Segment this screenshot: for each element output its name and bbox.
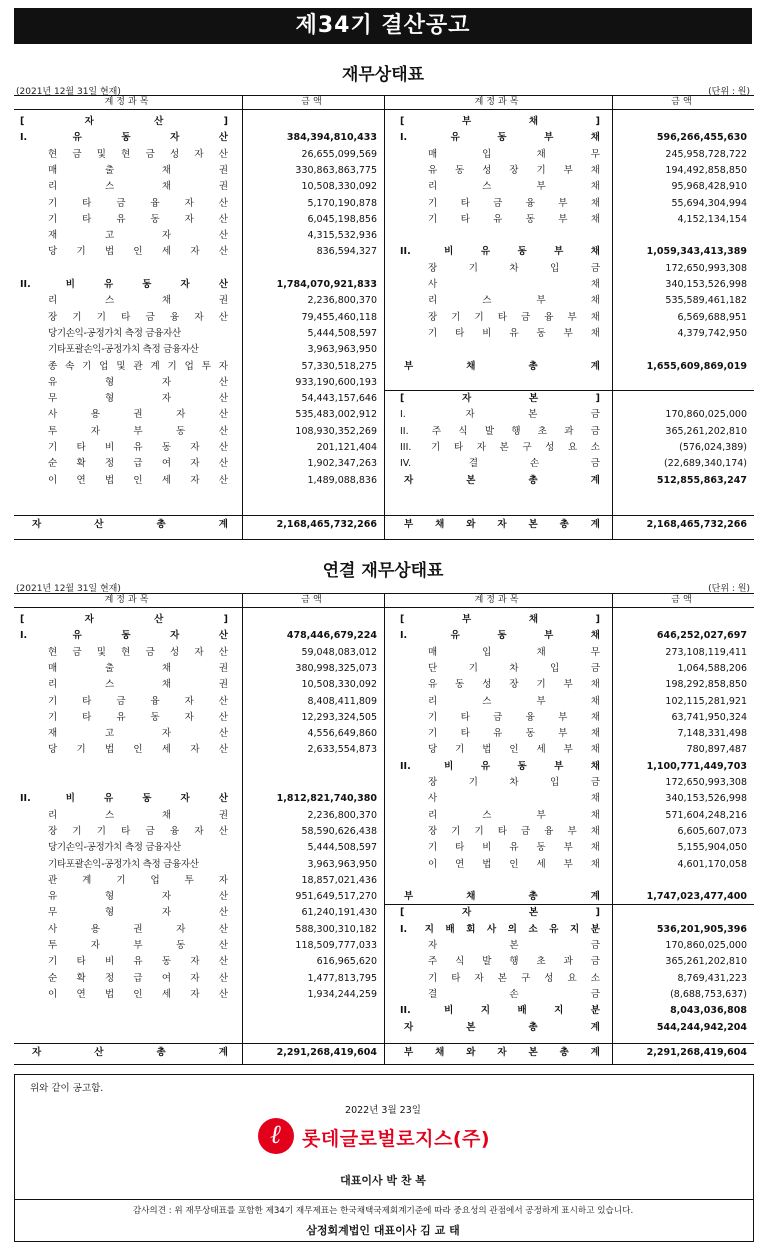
amount-value: 26,655,099,569 xyxy=(301,148,377,160)
account-label: 현 금 및 현 금 성 자 산 xyxy=(48,646,228,658)
table-row xyxy=(14,212,754,228)
table-row xyxy=(14,147,754,163)
table-row xyxy=(14,954,754,970)
amount-value: 330,863,863,775 xyxy=(295,164,377,176)
table-row xyxy=(14,645,754,661)
account-label: 기 타 자 본 구 성 요 소 xyxy=(428,972,600,984)
amount-value: 172,650,993,308 xyxy=(665,262,747,274)
consolidated-balance-sheet-unit: (단위 : 원) xyxy=(708,584,750,594)
amount-value: 58,590,626,438 xyxy=(301,825,377,837)
amount-value: 2,236,800,370 xyxy=(307,809,377,821)
amount-value: 1,100,771,449,703 xyxy=(646,760,747,772)
total-label: 부 채 와 자 본 총 계 xyxy=(404,1047,600,1058)
amount-value: 1,489,088,836 xyxy=(307,474,377,486)
account-label: 이 연 법 인 세 부 채 xyxy=(428,858,600,870)
amount-value: 4,556,649,860 xyxy=(307,728,377,740)
account-label: 리 스 부 채 xyxy=(428,181,600,193)
balance-sheet-table xyxy=(14,95,754,540)
table-row xyxy=(14,971,754,987)
account-label: 매 출 채 권 xyxy=(48,662,228,674)
account-label: 기 타 유 동 자 산 xyxy=(48,711,228,723)
amount-value: 10,508,330,092 xyxy=(301,181,377,193)
auditor-name: 삼정회계법인 대표이사 김 교 태 xyxy=(306,1224,460,1237)
amount-value: 172,650,993,308 xyxy=(665,777,747,788)
amount-value: (576,024,389) xyxy=(679,442,747,453)
account-label: 단 기 차 입 금 xyxy=(428,662,600,674)
amount-value: 55,694,304,994 xyxy=(671,197,747,209)
account-label: [ 자 본 ] xyxy=(400,907,600,919)
account-label: 종 속 기 업 및 관 계 기 업 투 자 xyxy=(48,360,228,372)
table-row xyxy=(14,196,754,212)
amount-value: 63,741,950,324 xyxy=(671,711,747,723)
table-row xyxy=(14,857,754,873)
account-label: 관 계 기 업 투 자 xyxy=(48,874,228,886)
table-row xyxy=(14,612,754,628)
amount-value: 4,315,532,936 xyxy=(307,230,377,242)
account-label: 기타포괄손익-공정가치 측정 금융자산 xyxy=(48,344,199,356)
account-label: 리 스 채 권 xyxy=(48,679,228,691)
amount-value: 340,153,526,998 xyxy=(665,793,747,805)
amount-value: 118,509,777,033 xyxy=(295,940,377,951)
account-label: 장 기 기 타 금 융 자 산 xyxy=(48,825,228,837)
account-label: 당 기 법 인 세 자 산 xyxy=(48,744,228,756)
amount-value: 6,045,198,856 xyxy=(307,213,377,225)
account-label: 기 타 금 융 부 채 xyxy=(428,197,600,209)
account-label: 기 타 유 동 부 채 xyxy=(428,213,600,225)
table-row xyxy=(14,391,754,407)
account-label: 장 기 기 타 금 융 자 산 xyxy=(48,311,228,323)
amount-value: 4,379,742,950 xyxy=(677,327,747,339)
account-label: 주 식 발 행 초 과 금 xyxy=(428,956,600,968)
account-label: 기타포괄손익-공정가치 측정 금융자산 xyxy=(48,858,199,870)
amount-value: 2,633,554,873 xyxy=(307,744,377,756)
account-label: 유 형 자 산 xyxy=(48,376,228,388)
amount-value: 1,902,347,263 xyxy=(307,458,377,470)
amount-value: 1,784,070,921,833 xyxy=(276,279,377,290)
amount-value: 1,934,244,259 xyxy=(307,988,377,1000)
table-row xyxy=(14,889,754,905)
amount-value: 380,998,325,073 xyxy=(295,662,377,674)
table-row xyxy=(14,261,754,277)
total-amount: 2,291,268,419,604 xyxy=(276,1047,377,1058)
account-label: 기 타 금 융 자 산 xyxy=(48,695,228,707)
audit-opinion: 감사의견 : 위 재무상태표를 포함한 제34기 재무제표는 한국채택국제회계기준에 따라 중요성의 관점에서 공정하게 표시하고 있습니다. xyxy=(132,1206,634,1216)
amount-value: 512,855,863,247 xyxy=(656,474,747,486)
account-label: 자 본 총 계 xyxy=(404,1021,600,1033)
consolidated-balance-sheet-date: (2021년 12월 31일 현재) xyxy=(16,584,121,594)
amount-value: 571,604,248,216 xyxy=(665,809,747,821)
account-label: [ 자 본 ] xyxy=(400,393,600,405)
account-label: 부 채 총 계 xyxy=(404,360,600,372)
account-label: 기 타 비 유 동 부 채 xyxy=(428,842,600,854)
amount-value: (8,688,753,637) xyxy=(670,988,747,1000)
account-label: 이 연 법 인 세 자 산 xyxy=(48,988,228,1000)
lotte-logo-icon: ℓ xyxy=(258,1118,294,1154)
header-amount-left: 금액 xyxy=(301,97,325,107)
account-label: 기 타 비 유 동 자 산 xyxy=(48,442,228,453)
balance-sheet-title: 재무상태표 xyxy=(341,65,425,85)
table-row xyxy=(14,661,754,677)
table-row xyxy=(14,342,754,358)
table-row xyxy=(14,440,754,456)
table-row xyxy=(14,310,754,326)
account-label: 재 고 자 산 xyxy=(48,728,228,740)
amount-value: 108,930,352,269 xyxy=(295,425,377,437)
amount-value: 194,492,858,850 xyxy=(665,164,747,176)
amount-value: 1,064,588,206 xyxy=(677,662,747,674)
account-label: I. 유 동 자 산 xyxy=(20,132,228,144)
account-label: [ 자 산 ] xyxy=(20,614,228,625)
amount-value: 5,444,508,597 xyxy=(307,842,377,854)
account-label: 기 타 유 동 자 산 xyxy=(48,213,228,225)
amount-value: 1,747,023,477,400 xyxy=(646,891,747,903)
consolidated-balance-sheet-title: 연결 재무상태표 xyxy=(322,561,444,581)
amount-value: 384,394,810,433 xyxy=(286,132,377,144)
amount-value: 616,965,620 xyxy=(316,956,377,968)
account-label: II. 주 식 발 행 초 과 금 xyxy=(400,425,600,437)
account-label: 현 금 및 현 금 성 자 산 xyxy=(48,148,228,160)
account-label: 사 용 권 자 산 xyxy=(48,409,228,421)
amount-value: 536,201,905,396 xyxy=(656,923,747,935)
account-label: 당 기 법 인 세 자 산 xyxy=(48,246,228,258)
amount-value: 1,812,821,740,380 xyxy=(276,793,377,805)
total-label: 자 산 총 계 xyxy=(32,1047,228,1058)
account-label: 유 동 성 장 기 부 채 xyxy=(428,164,600,176)
account-label: [ 자 산 ] xyxy=(20,116,228,127)
account-label: I. 유 동 부 채 xyxy=(400,132,600,144)
notice-banner: 제34기 결산공고 xyxy=(14,8,752,44)
amount-value: 365,261,202,810 xyxy=(665,425,747,437)
amount-value: 61,240,191,430 xyxy=(301,907,377,919)
account-label: III. 기 타 자 본 구 성 요 소 xyxy=(400,442,600,453)
amount-value: 4,152,134,154 xyxy=(677,213,747,225)
account-label: 리 스 채 권 xyxy=(48,295,228,307)
header-account-left: 계정과목 xyxy=(104,97,152,107)
account-label: I. 자 본 금 xyxy=(400,409,600,421)
table-row xyxy=(14,375,754,391)
total-label: 부 채 와 자 본 총 계 xyxy=(404,519,600,530)
table-row xyxy=(14,628,754,644)
account-label: 장 기 차 입 금 xyxy=(428,262,600,274)
amount-value: 1,477,813,795 xyxy=(307,972,377,984)
header-amount-right: 금액 xyxy=(671,97,695,107)
header-account-right: 계정과목 xyxy=(474,595,522,605)
amount-value: 478,446,679,224 xyxy=(286,630,377,642)
amount-value: 780,897,487 xyxy=(686,744,747,756)
total-amount: 2,291,268,419,604 xyxy=(646,1047,747,1058)
account-label: II. 비 유 동 부 채 xyxy=(400,246,600,258)
amount-value: 54,443,157,646 xyxy=(301,393,377,405)
amount-value: 596,266,455,630 xyxy=(656,132,747,144)
table-row xyxy=(14,163,754,179)
header-account-left: 계정과목 xyxy=(104,595,152,605)
account-label: 투 자 부 동 산 xyxy=(48,425,228,437)
account-label: 매 출 채 권 xyxy=(48,164,228,176)
table-row xyxy=(14,824,754,840)
account-label: II. 비 유 동 자 산 xyxy=(20,793,228,805)
account-label: 리 스 부 채 xyxy=(428,809,600,821)
table-row xyxy=(14,407,754,423)
amount-value: 273,108,119,411 xyxy=(665,646,747,658)
account-label: 매 입 채 무 xyxy=(428,148,600,160)
consolidated-balance-sheet-table xyxy=(14,593,754,1065)
amount-value: 544,244,942,204 xyxy=(656,1021,747,1033)
account-label: 사 용 권 자 산 xyxy=(48,923,228,935)
account-label: 기 타 비 유 동 자 산 xyxy=(48,956,228,968)
amount-value: 1,655,609,869,019 xyxy=(646,360,747,372)
amount-value: 1,059,343,413,389 xyxy=(646,246,747,258)
account-label: 결 손 금 xyxy=(428,988,600,1000)
account-label: 매 입 채 무 xyxy=(428,646,600,658)
account-label: 이 연 법 인 세 자 산 xyxy=(48,474,228,486)
account-label: I. 지 배 회 사 의 소 유 지 분 xyxy=(400,923,600,935)
table-row xyxy=(14,987,754,1003)
amount-value: 18,857,021,436 xyxy=(301,874,377,886)
table-row xyxy=(14,677,754,693)
table-row xyxy=(14,922,754,938)
account-label: 순 확 정 급 여 자 산 xyxy=(48,972,228,984)
amount-value: 588,300,310,182 xyxy=(295,923,377,935)
account-label: 장 기 기 타 금 융 부 채 xyxy=(428,311,600,323)
table-row xyxy=(14,726,754,742)
account-label: 장 기 차 입 금 xyxy=(428,777,600,788)
table-row xyxy=(14,244,754,260)
amount-value: 198,292,858,850 xyxy=(665,679,747,691)
amount-value: 8,043,036,808 xyxy=(670,1005,747,1017)
notice-intro: 위와 같이 공고함. xyxy=(30,1083,104,1094)
total-amount: 2,168,465,732,266 xyxy=(646,519,747,530)
table-row xyxy=(14,759,754,775)
balance-sheet-date: (2021년 12월 31일 현재) xyxy=(16,87,121,97)
amount-value: 8,769,431,223 xyxy=(677,972,747,984)
table-row xyxy=(14,775,754,791)
account-label: 당기손익-공정가치 측정 금융자산 xyxy=(48,842,181,854)
amount-value: 7,148,331,498 xyxy=(677,728,747,740)
ceo-name: 대표이사 박 찬 복 xyxy=(340,1174,426,1187)
table-row xyxy=(14,873,754,889)
amount-value: 8,408,411,809 xyxy=(307,695,377,707)
account-label: IV. 결 손 금 xyxy=(400,458,600,470)
table-row xyxy=(14,228,754,244)
table-row xyxy=(14,359,754,375)
account-label: 장 기 기 타 금 융 부 채 xyxy=(428,825,600,837)
table-row xyxy=(14,694,754,710)
amount-value: 3,963,963,950 xyxy=(307,344,377,356)
amount-value: 201,121,404 xyxy=(316,442,377,453)
table-row xyxy=(14,710,754,726)
account-label: I. 유 동 부 채 xyxy=(400,630,600,642)
amount-value: 170,860,025,000 xyxy=(665,409,747,421)
account-label: 무 형 자 산 xyxy=(48,393,228,405)
account-label: 리 스 채 권 xyxy=(48,181,228,193)
notice-date: 2022년 3월 23일 xyxy=(345,1105,421,1116)
account-label: 리 스 채 권 xyxy=(48,809,228,821)
account-label: 기 타 금 융 부 채 xyxy=(428,711,600,723)
amount-value: 5,170,190,878 xyxy=(307,197,377,209)
amount-value: 836,594,327 xyxy=(316,246,377,258)
table-row xyxy=(14,905,754,921)
account-label: 당기손익-공정가치 측정 금융자산 xyxy=(48,327,181,339)
company-name: 롯데글로벌로지스(주) xyxy=(302,1128,491,1150)
table-row xyxy=(14,326,754,342)
total-amount: 2,168,465,732,266 xyxy=(276,519,377,530)
account-label: 사 채 xyxy=(428,279,600,290)
balance-sheet-unit: (단위 : 원) xyxy=(708,87,750,97)
account-label: 유 형 자 산 xyxy=(48,891,228,903)
account-label: II. 비 유 동 부 채 xyxy=(400,760,600,772)
amount-value: (22,689,340,174) xyxy=(664,458,747,470)
account-label: II. 비 유 동 자 산 xyxy=(20,279,228,290)
amount-value: 102,115,281,921 xyxy=(665,695,747,707)
amount-value: 79,455,460,118 xyxy=(301,311,377,323)
table-row xyxy=(14,791,754,807)
table-row xyxy=(14,114,754,130)
table-row xyxy=(14,130,754,146)
amount-value: 6,569,688,951 xyxy=(677,311,747,323)
amount-value: 245,958,728,722 xyxy=(665,148,747,160)
account-label: 리 스 부 채 xyxy=(428,695,600,707)
account-label: 투 자 부 동 산 xyxy=(48,940,228,951)
account-label: 자 본 금 xyxy=(428,940,600,951)
account-label: 리 스 부 채 xyxy=(428,295,600,307)
account-label: 자 본 총 계 xyxy=(404,474,600,486)
account-label: 유 동 성 장 기 부 채 xyxy=(428,679,600,691)
account-label: 부 채 총 계 xyxy=(404,891,600,903)
table-row xyxy=(14,808,754,824)
header-amount-left: 금액 xyxy=(301,595,325,605)
amount-value: 3,963,963,950 xyxy=(307,858,377,870)
amount-value: 646,252,027,697 xyxy=(656,630,747,642)
account-label: II. 비 지 배 지 분 xyxy=(400,1005,600,1017)
account-label: [ 부 채 ] xyxy=(400,614,600,625)
account-label: 기 타 유 동 부 채 xyxy=(428,728,600,740)
amount-value: 535,589,461,182 xyxy=(665,295,747,307)
account-label: 사 채 xyxy=(428,793,600,805)
header-account-right: 계정과목 xyxy=(474,97,522,107)
notice-box xyxy=(14,1074,754,1242)
amount-value: 4,601,170,058 xyxy=(677,858,747,870)
table-row xyxy=(14,1003,754,1019)
amount-value: 57,330,518,275 xyxy=(301,360,377,372)
table-row xyxy=(14,179,754,195)
total-liabilities-equity-row xyxy=(14,517,754,533)
table-row xyxy=(14,1020,754,1036)
table-row xyxy=(14,742,754,758)
account-label: 기 타 비 유 동 부 채 xyxy=(428,327,600,339)
account-label: 당 기 법 인 세 부 채 xyxy=(428,744,600,756)
total-liabilities-equity-row xyxy=(14,1045,754,1061)
table-row xyxy=(14,424,754,440)
amount-value: 535,483,002,912 xyxy=(295,409,377,421)
amount-value: 5,155,904,050 xyxy=(677,842,747,854)
amount-value: 12,293,324,505 xyxy=(301,711,377,723)
table-row xyxy=(14,293,754,309)
amount-value: 365,261,202,810 xyxy=(665,956,747,968)
header-amount-right: 금액 xyxy=(671,595,695,605)
account-label: 기 타 금 융 자 산 xyxy=(48,197,228,209)
amount-value: 95,968,428,910 xyxy=(671,181,747,193)
amount-value: 170,860,025,000 xyxy=(665,940,747,951)
account-label: 무 형 자 산 xyxy=(48,907,228,919)
table-row xyxy=(14,473,754,489)
total-label: 자 산 총 계 xyxy=(32,519,228,530)
amount-value: 340,153,526,998 xyxy=(665,279,747,290)
amount-value: 6,605,607,073 xyxy=(677,825,747,837)
table-row xyxy=(14,456,754,472)
amount-value: 933,190,600,193 xyxy=(295,376,377,388)
amount-value: 59,048,083,012 xyxy=(301,646,377,658)
amount-value: 951,649,517,270 xyxy=(295,891,377,903)
account-label: [ 부 채 ] xyxy=(400,116,600,127)
amount-value: 5,444,508,597 xyxy=(307,327,377,339)
amount-value: 10,508,330,092 xyxy=(301,679,377,691)
account-label: I. 유 동 자 산 xyxy=(20,630,228,642)
amount-value: 2,236,800,370 xyxy=(307,295,377,307)
table-row xyxy=(14,840,754,856)
account-label: 재 고 자 산 xyxy=(48,230,228,242)
account-label: 순 확 정 급 여 자 산 xyxy=(48,458,228,470)
table-row xyxy=(14,277,754,293)
table-row xyxy=(14,938,754,954)
